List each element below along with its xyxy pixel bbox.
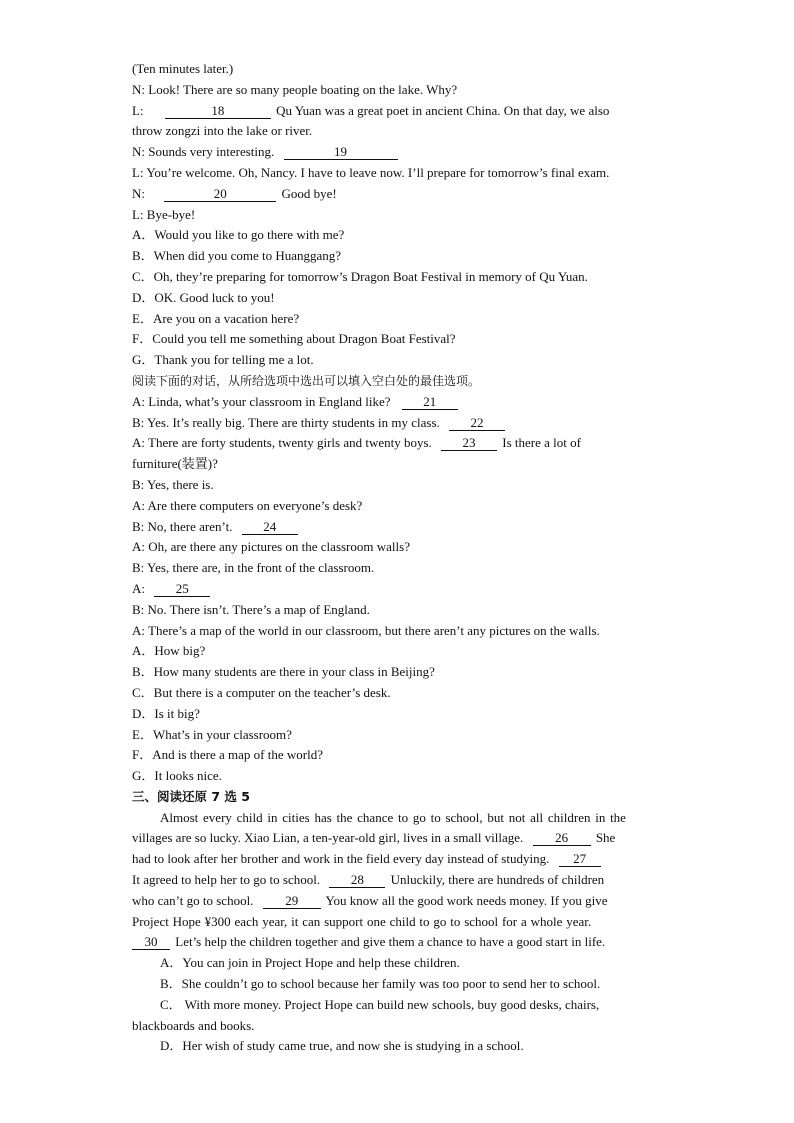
dialogue-text: Is there a lot of xyxy=(502,435,581,451)
option-item: C．But there is a computer on the teacher’s desk. xyxy=(132,684,391,700)
passage-text: who can’t go to school. xyxy=(132,892,254,908)
option-item: D．OK. Good luck to you! xyxy=(132,289,275,305)
answer-blank[interactable]: 27 xyxy=(559,851,601,867)
answer-blank[interactable]: 30 xyxy=(132,934,170,950)
option-item: B．She couldn’t go to school because her family was too poor to send her to school. xyxy=(160,976,601,992)
dialogue-line xyxy=(132,101,662,122)
passage-line: Almost every child in cities has the chance to go to school, but not all children in the xyxy=(160,809,626,825)
option-item: F．And is there a map of the world? xyxy=(132,747,323,763)
dialogue-line xyxy=(132,517,662,538)
dialogue-line xyxy=(132,184,662,205)
answer-blank[interactable]: 28 xyxy=(329,872,385,888)
dialogue-text: A: Linda, what’s your classroom in England like? xyxy=(132,393,391,409)
passage-line xyxy=(132,870,662,891)
answer-blank[interactable]: 20 xyxy=(164,186,276,202)
passage-text: She xyxy=(595,830,616,846)
dialogue-text: Good bye! xyxy=(281,185,337,201)
dialogue-line: furniture(装置)? xyxy=(132,456,218,472)
speaker-label: A: xyxy=(132,580,145,596)
section-instruction: 阅读下面的对话，从所给选项中选出可以填入空白处的最佳选项。 xyxy=(132,373,481,388)
dialogue-line xyxy=(132,413,662,434)
dialogue-line: B: No. There isn’t. There’s a map of England. xyxy=(132,601,370,617)
option-item: G．It looks nice. xyxy=(132,768,222,784)
passage-text: villages are so lucky. Xiao Lian, a ten-year-old girl, lives in a small village. xyxy=(132,830,524,846)
speaker-label: N: xyxy=(132,185,145,201)
dialogue-line xyxy=(132,142,662,163)
dialogue-line xyxy=(132,579,662,600)
dialogue-line: L: You’re welcome. Oh, Nancy. I have to leave now. I’ll prepare for tomorrow’s final exam. xyxy=(132,164,610,180)
section-title: 三、阅读还原 7 选 5 xyxy=(132,788,250,804)
speaker-label: L: xyxy=(132,102,144,118)
dialogue-text: B: No, there aren’t. xyxy=(132,518,233,534)
passage-text: Unluckily, there are hundreds of children xyxy=(390,872,605,888)
answer-blank[interactable]: 25 xyxy=(154,581,210,597)
answer-blank[interactable]: 19 xyxy=(284,144,398,160)
answer-blank[interactable]: 23 xyxy=(441,435,497,451)
dialogue-text: B: Yes. It’s really big. There are thirty students in my class. xyxy=(132,414,440,430)
answer-blank[interactable]: 26 xyxy=(533,830,591,846)
dialogue-line: L: Bye-bye! xyxy=(132,206,196,222)
dialogue-line: B: Yes, there is. xyxy=(132,476,214,492)
option-item: D．Her wish of study came true, and now she is studying in a school. xyxy=(160,1038,524,1054)
dialogue-line: N: Look! There are so many people boating on the lake. Why? xyxy=(132,81,458,97)
option-item: B．When did you come to Huanggang? xyxy=(132,248,342,264)
passage-line xyxy=(132,849,662,870)
passage-text: had to look after her brother and work in the field every day instead of studying. xyxy=(132,851,550,867)
option-item: A．How big? xyxy=(132,643,206,659)
dialogue-line: B: Yes, there are, in the front of the classroom. xyxy=(132,560,375,576)
option-item-continuation: blackboards and books. xyxy=(132,1017,255,1033)
passage-line xyxy=(132,828,662,849)
passage-line: Project Hope ¥300 each year, it can support one child to go to school for a whole year. xyxy=(132,913,592,929)
option-item: B．How many students are there in your class in Beijing? xyxy=(132,664,435,680)
answer-blank[interactable]: 18 xyxy=(165,103,271,119)
option-item: C．Oh, they’re preparing for tomorrow’s Dragon Boat Festival in memory of Qu Yuan. xyxy=(132,268,588,284)
dialogue-text: A: There are forty students, twenty girls and twenty boys. xyxy=(132,435,432,451)
dialogue-line xyxy=(132,433,662,454)
option-item: E．Are you on a vacation here? xyxy=(132,310,300,326)
passage-text: It agreed to help her to go to school. xyxy=(132,872,321,888)
passage-line xyxy=(132,932,662,953)
dialogue-line xyxy=(132,392,662,413)
passage-text: You know all the good work needs money. If you give xyxy=(325,892,608,908)
document-page xyxy=(132,59,662,1057)
dialogue-text: Qu Yuan was a great poet in ancient China. On that day, we also xyxy=(276,102,610,118)
option-item: G．Thank you for telling me a lot. xyxy=(132,352,314,368)
dialogue-line: A: There’s a map of the world in our classroom, but there aren’t any pictures on the walls. xyxy=(132,622,600,638)
option-item: A．Would you like to go there with me? xyxy=(132,227,345,243)
dialogue-line: A: Are there computers on everyone’s desk? xyxy=(132,497,363,513)
option-item: E．What’s in your classroom? xyxy=(132,726,292,742)
answer-blank[interactable]: 21 xyxy=(402,394,458,410)
option-item: C． With more money. Project Hope can build new schools, buy good desks, chairs, xyxy=(160,996,600,1012)
option-item: A．You can join in Project Hope and help these children. xyxy=(160,955,460,971)
dialogue-line: A: Oh, are there any pictures on the classroom walls? xyxy=(132,539,410,555)
dialogue-text: N: Sounds very interesting. xyxy=(132,144,275,160)
answer-blank[interactable]: 22 xyxy=(449,415,505,431)
answer-blank[interactable]: 24 xyxy=(242,519,298,535)
stage-direction: (Ten minutes later.) xyxy=(132,61,234,76)
option-item: F．Could you tell me something about Dragon Boat Festival? xyxy=(132,331,456,347)
passage-line xyxy=(132,891,662,912)
option-item: D．Is it big? xyxy=(132,705,200,721)
dialogue-line: throw zongzi into the lake or river. xyxy=(132,123,313,139)
passage-text: Let’s help the children together and give them a chance to have a good start in life. xyxy=(175,934,606,950)
answer-blank[interactable]: 29 xyxy=(263,893,321,909)
